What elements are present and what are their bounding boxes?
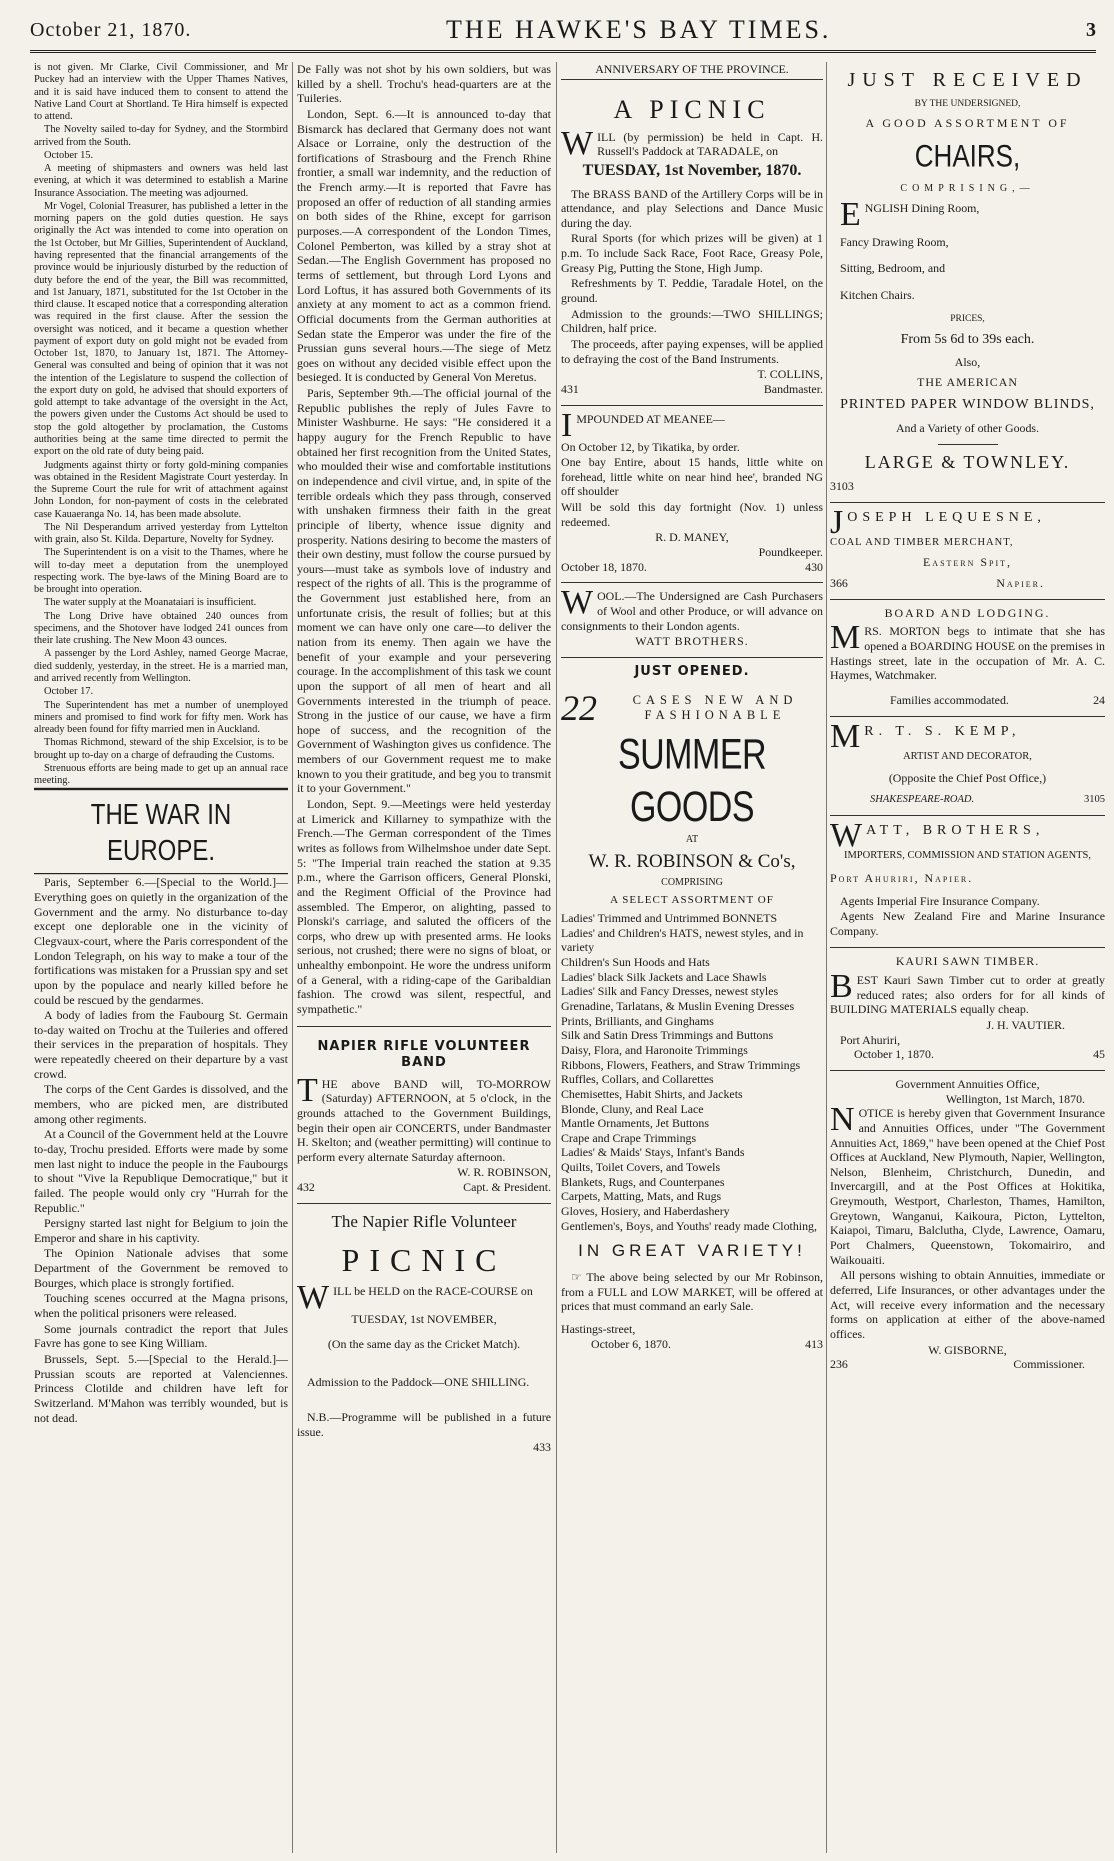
- families-note: Families accommodated.: [890, 692, 1009, 707]
- drop-cap: J: [830, 503, 844, 541]
- firm-name: W. R. ROBINSON & Co's,: [588, 851, 796, 873]
- war-paragraph: London, Sept. 6.—It is announced to-day that Bismarck has declared that Germany does not want Alsace or Lorraine, only the destruction of the fortifications of Strasbourg and the French Rhine frontier, a small war indemnity, and the reduction of the French army.—It is reported that Favre has proposed an offer of reduction of all standing armies on both sides of the Rhine, except for garrison purposes.—A correspondent of the London Times, Colonel Pemberton, was killed by a stray shot at Sedan.—The English Government has proposed no terms of settlement, but through Lord Lyons and Lord Loftus, it has assured both Governments of its anxiety at any moment to act as a common friend. Official documents from the German authorities at Sedan state the Emperor was under the fire of the Prussian guns several hours.—The siege of Metz goes on without any decided visible effect upon the besieged. It is conducted by General Von Meretus.: [297, 106, 551, 385]
- column-divider: [556, 62, 557, 1853]
- rifle-picnic-note: (On the same day as the Cricket Match).: [327, 1336, 521, 1351]
- chair-type: Fancy Drawing Room,: [840, 235, 949, 250]
- annuities-role: Commissioner.: [1013, 1357, 1085, 1372]
- band-advertisement: [297, 1027, 551, 1204]
- ad-number: 430: [805, 559, 823, 574]
- robinson-advertisement: [561, 664, 823, 1352]
- column-divider: [292, 62, 293, 1853]
- drop-cap: W: [297, 1279, 330, 1316]
- drop-cap: M: [830, 717, 861, 755]
- anniversary-heading: ANNIVERSARY OF THE PROVINCE.: [561, 62, 823, 80]
- picnic-date: TUESDAY, 1st November, 1870.: [582, 161, 802, 179]
- watt-agency: Agents Imperial Fire Insurance Company.: [840, 893, 1040, 908]
- dateline: October 17.: [44, 686, 94, 698]
- at-label: AT: [685, 833, 699, 845]
- goods-item: Mantle Ornaments, Jet Buttons: [561, 1116, 709, 1131]
- also-label: Also,: [954, 354, 981, 369]
- picnic-title: A PICNIC: [613, 94, 771, 124]
- comprising-label: COMPRISING,—: [900, 182, 1035, 194]
- taradale-picnic-advertisement: [561, 80, 823, 406]
- robinson-body: The above being selected by our Mr Robinson, from a FULL and LOW MARKET, will be offered at prices that must command an early Sale.: [561, 1270, 823, 1314]
- drop-cap: W: [561, 124, 594, 162]
- assortment-label: A GOOD ASSORTMENT OF: [865, 116, 1070, 131]
- issue-date: October 21, 1870.: [30, 18, 192, 41]
- just-opened-heading: JUST OPENED.: [634, 663, 750, 679]
- kauri-signer: J. H. VAUTIER.: [986, 1018, 1065, 1033]
- news-paragraph: The water supply at the Moanataiari is insufficient.: [44, 597, 257, 609]
- picnic-paragraph: The proceeds, after paying expenses, will be applied to defraying the cost of the Band Instruments.: [561, 336, 823, 366]
- merchant-town: Napier.: [996, 576, 1045, 591]
- picnic-signer: T. COLLINS,: [757, 367, 823, 382]
- picnic-paragraph: Refreshments by T. Peddie, Taradale Hotel, on the ground.: [561, 276, 823, 306]
- news-paragraph: The Superintendent has met a number of unemployed miners and promised to find work for fifty men. Work has already been found for fifty married men in Auckland.: [34, 699, 288, 736]
- robinson-street: Hastings-street,: [561, 1322, 636, 1337]
- rifle-picnic-admission: Admission to the Paddock—ONE SHILLING.: [307, 1375, 530, 1390]
- war-paragraph: De Fally was not shot by his own soldiers, but was killed by a shell. Trochu's head-quarters are at the Tuileries.: [297, 62, 551, 106]
- news-paragraph: The Novelty sailed to-day for Sydney, and the Stormbird arrived from the South.: [34, 124, 288, 148]
- board-heading: BOARD AND LODGING.: [884, 605, 1051, 620]
- watt-trade: IMPORTERS, COMMISSION AND STATION AGENTS,: [843, 850, 1092, 862]
- dateline: October 15.: [44, 149, 94, 161]
- drop-cap: T: [297, 1071, 318, 1109]
- prices-label: PRICES,: [950, 313, 985, 324]
- merchant-name: OSEPH LEQUESNE,: [847, 509, 1046, 525]
- picnic-paragraph: Rural Sports (for which prizes will be given) at 1 p.m. To include Sack Race, Foot Race, Greasy Pole, Greasy Pig, Putting the Stone, High Jump.: [561, 231, 823, 275]
- war-paragraph: Brussels, Sept. 5.—[Special to the Herald.]—Prussian scouts are reported at Valenciennes. Princess Clotilde and children have left for Switzerland. M'Mahon was terribly wounded, but is not dead.: [34, 1351, 288, 1425]
- impounded-role: Poundkeeper.: [758, 545, 823, 560]
- drop-cap: I: [561, 406, 573, 444]
- drop-cap: M: [830, 619, 861, 657]
- ad-number: 433: [533, 1440, 551, 1455]
- goods-item: Crape and Crape Trimmings: [561, 1130, 697, 1145]
- comprising-label: COMPRISING: [661, 877, 723, 889]
- drop-cap: N: [830, 1101, 855, 1139]
- watt-name: ATT, BROTHERS,: [866, 823, 1045, 839]
- cases-count: 22: [561, 687, 597, 728]
- picnic-paragraph: The BRASS BAND of the Artillery Corps will be in attendance, and play Selections and Dance Music during the day.: [561, 186, 823, 230]
- goods-item: Ladies' Trimmed and Untrimmed BONNETS: [561, 911, 778, 926]
- variety-heading: IN GREAT VARIETY!: [578, 1241, 806, 1261]
- wool-signer: WATT BROTHERS.: [635, 634, 749, 649]
- goods-item: Ladies' Silk and Fancy Dresses, newest styles: [561, 984, 779, 999]
- goods-item: Gloves, Hosiery, and Haberdashery: [561, 1204, 730, 1219]
- watt-port: Port Ahuriri, Napier.: [830, 870, 974, 885]
- wool-advertisement: [561, 583, 823, 658]
- war-paragraph: Persigny started last night for Belgium to join the Emperor and share in his captivity.: [34, 1216, 288, 1245]
- firm-name: LARGE & TOWNLEY.: [864, 451, 1071, 472]
- goods-item: Blankets, Rugs, and Counterpanes: [561, 1174, 725, 1189]
- goods-item: Ladies' & Maids' Stays, Infant's Bands: [561, 1145, 745, 1160]
- column-1: [34, 62, 288, 1853]
- kemp-name: R. T. S. KEMP,: [864, 723, 1021, 739]
- masthead: [30, 10, 1096, 50]
- goods-item: Chemisettes, Habit Shirts, and Jackets: [561, 1086, 743, 1101]
- variety-label: And a Variety of other Goods.: [895, 421, 1040, 436]
- column-4: [830, 62, 1105, 1853]
- ad-number: 3105: [1084, 794, 1105, 806]
- annuities-date: Wellington, 1st March, 1870.: [945, 1091, 1085, 1106]
- rifle-picnic-title: PICNIC: [341, 1241, 507, 1278]
- goods-item: Carpets, Matting, Mats, and Rugs: [561, 1189, 722, 1204]
- band-heading: NAPIER RIFLE VOLUNTEER BAND: [317, 1038, 531, 1070]
- drop-cap: E: [840, 196, 861, 234]
- price-range: From 5s 6d to 39s each.: [900, 332, 1035, 348]
- ad-number: 236: [830, 1357, 848, 1372]
- american-label: THE AMERICAN: [917, 375, 1018, 390]
- band-signer: W. R. ROBINSON,: [457, 1165, 551, 1180]
- kauri-body: EST Kauri Sawn Timber cut to order at greatly reduced rates; also orders for for all kinds of BUILDING MATERIALS equally cheap.: [830, 973, 1105, 1017]
- news-paragraph: A meeting of shipmasters and owners was held last evening, at which it was determined to establish a Marine Insurance Association. The meeting was adjourned.: [34, 163, 288, 199]
- goods-item: Children's Sun Hoods and Hats: [561, 955, 710, 970]
- goods-list: [561, 911, 823, 1233]
- lequesne-advertisement: [830, 503, 1105, 600]
- column-3: [561, 62, 823, 1853]
- watt-brothers-advertisement: [830, 816, 1105, 948]
- goods-item: Silk and Satin Dress Trimmings and Buttons: [561, 1028, 774, 1043]
- summer-goods-heading: SUMMER GOODS: [617, 730, 767, 831]
- drop-cap: W: [561, 584, 594, 622]
- picnic-body: ILL (by permission) be held in Capt. H. Russell's Paddock at TARADALE, on: [597, 129, 823, 159]
- news-paragraph: is not given. Mr Clarke, Civil Commissioner, and Mr Puckey had an interview with the Upper Thames Natives, and it is said have induced them to consent to attend the Native Land Court at Shortland. Te Hira himself is expected to attend.: [34, 62, 288, 123]
- page-number: 3: [1085, 18, 1096, 41]
- war-paragraph: At a Council of the Government held at the Louvre to-day, Trochu presided. Efforts were made by some men last night to induce the people in the Faubourgs to shout "Vive la Republique Democratique," but it failed. The people would only cry "Hurrah for the Republic.": [34, 1127, 288, 1215]
- goods-item: Prints, Brilliants, and Ginghams: [561, 1013, 714, 1028]
- kemp-advertisement: [830, 717, 1105, 816]
- goods-item: Ladies' and Children's HATS, newest styles, and in variety: [561, 925, 804, 955]
- impounded-paragraph: Will be sold this day fortnight (Nov. 1) unless redeemed.: [561, 500, 823, 529]
- kemp-address: (Opposite the Chief Post Office,): [888, 771, 1047, 786]
- newspaper-title: THE HAWKE'S BAY TIMES.: [445, 15, 832, 44]
- war-paragraph: A body of ladies from the Faubourg St. Germain to-day waited on Trochu at the Tuileries and offered their services in the preparation of hospitals. They were repeatedly cheered on their departure by a vast crowd.: [34, 1008, 288, 1081]
- drop-cap: W: [830, 817, 863, 855]
- goods-item: Quilts, Toilet Covers, and Towels: [561, 1160, 721, 1175]
- column-divider: [826, 62, 827, 1853]
- impounded-paragraph: One bay Entire, about 15 hands, little white on forehead, little white on near hind hee', branded NG off shoulder: [561, 455, 823, 499]
- war-paragraph: Paris, September 9th.—The official journal of the Republic publishes the reply of Jules Favre to Minister Washburne. He says: "He considered it a happy augury for the French Republic to have obtained her first recognition from the United States, who moulded their wise and comfortable institutions on independence and civil virtue, and, in spite of the terrible ordeals which they pass through, conserved with unshaken firmness their faith in the great principle of liberty, whence issue dignity and prosperity. Nations desiring to become the masters of their own destiny, must follow the course pursued by yours—must take as symbols love of industry and respect of the rights of all. This is the programme of the Government just established here, from an unfortunate crisis, the result of follies; but at this moment we can have only one care—to deliver the nation from its enemy. Then again we have the benefit of your example and your persevering courage. In the accomplishment of this task we count upon the support of all men of heart and all Governments interested in the triumph of peace. Strong in the justice of our cause, we have a firm hope of success, and the recognition of the Government of Washington gives us confidence. The members of our Government request me to make known to you their gratitude, and beg you to transmit it to your Government.": [297, 386, 551, 796]
- news-paragraph: The Long Drive have obtained 240 ounces from specimens, and the Shotover have lodged 241 ounces from their late crushing. The New Moon 43 ounces.: [34, 610, 288, 647]
- board-body: RS. MORTON begs to intimate that she has opened a BOARDING HOUSE on the premises in Hastings street, late in the occupation of Mr. A. C. Haymes, Watchmaker.: [830, 624, 1105, 683]
- war-news: [34, 875, 288, 1425]
- annuities-office: Government Annuities Office,: [895, 1076, 1040, 1091]
- goods-item: Ladies' black Silk Jackets and Lace Shawls: [561, 969, 767, 984]
- war-paragraph: London, Sept. 9.—Meetings were held yesterday at Limerick and Killarney to sympathize with the French.—The German correspondent of the Times writes as follows from Wilhelmshoe under date Sept. 5: "The Imperial train reached the station at 9.35 p.m., where the Garrison officers, General Plonski, and the Regiment Official of the Province had assembled. The Emperor, on alighting, passed to Plonski's carriage, and saluted the officers of the corps, who drew up with presented arms. He looks serious, not crushed; there were no signs of bloat, or unhealthy embonpoint. He wore the undress uniform of a General, with a riding-cape of the Garibaldian fashion. The crowd was silent, respectful, and sympathetic.": [297, 797, 551, 1016]
- chair-type: Kitchen Chairs.: [840, 287, 915, 302]
- picnic-paragraph: Admission to the grounds:—TWO SHILLINGS; Children, half price.: [561, 306, 823, 336]
- robinson-date: October 6, 1870.: [591, 1336, 671, 1351]
- war-news-continued: [297, 62, 551, 1027]
- war-paragraph: Some journals contradict the report that Jules Favre has gone to see King William.: [34, 1321, 288, 1351]
- chair-type: NGLISH Dining Room,: [864, 201, 980, 216]
- ad-number: 432: [297, 1180, 315, 1195]
- rifle-picnic-body: ILL be HELD on the RACE-COURSE on: [333, 1284, 533, 1298]
- pointing-hand-icon: ☞: [571, 1270, 582, 1285]
- news-paragraph: A passenger by the Lord Ashley, named George Macrae, died suddenly, yesterday, in the street. He is a married man, and arrived recently from Wellington.: [34, 648, 288, 685]
- merchant-trade: COAL AND TIMBER MERCHANT,: [830, 536, 1014, 548]
- band-role: Capt. & President.: [463, 1180, 551, 1195]
- rifle-picnic-date: TUESDAY, 1st NOVEMBER,: [351, 1312, 497, 1326]
- annuities-signer: W. GISBORNE,: [928, 1342, 1007, 1357]
- chairs-heading: CHAIRS,: [914, 137, 1021, 174]
- war-heading: THE WAR IN EUROPE.: [34, 788, 288, 874]
- goods-item: Daisy, Flora, and Haronoite Trimmings: [561, 1042, 748, 1057]
- wool-body: OOL.—The Undersigned are Cash Purchasers of Wool and other Produce, or will advance on consignments to their London agents.: [561, 589, 823, 633]
- masthead-rule: [30, 50, 1096, 54]
- ad-number: 3103: [830, 478, 854, 493]
- annuities-body: OTICE is hereby given that Government Insurance and Annuities Offices, under "The Government Annuities Act, 1869," have been opened at the Chief Post Offices at Auckland, New Plymouth, Napier, Wellington, Nelson, Blenheim, Christchurch, Dunedin, and Invercargill, and at the Post Offices at Hokitika, Greymouth, Westport, Charleston, Thames, Hamilton, Greytown, Wanganui, Kaikoura, Picton, Lyttelton, Kaiapoi, Timaru, Balclutha, Clyde, Lawrence, Oamaru, Port Chalmers, Queenstown, Tokomairiro, and Waikouaiti.: [830, 1106, 1105, 1267]
- news-paragraph: Thomas Richmond, steward of the ship Excelsior, is to be brought up to-day on a charge of defrauding the Customs.: [34, 737, 288, 761]
- kauri-date: October 1, 1870.: [854, 1047, 934, 1062]
- blinds-label: PRINTED PAPER WINDOW BLINDS,: [840, 396, 1095, 412]
- rifle-picnic-advertisement: [297, 1204, 551, 1455]
- news-paragraph: Judgments against thirty or forty gold-mining companies was obtained in the Resident Magistrate Court yesterday. In the Supreme Court the rule for writ of attachment against John London, for non-payment of costs in the celebrated case Kauaeranga No. 14, has been made absolute.: [34, 459, 288, 520]
- picnic-role: Bandmaster.: [763, 381, 823, 396]
- war-paragraph: Touching scenes occurred at the Magna prisons, when the political prisoners were released.: [34, 1291, 288, 1321]
- goods-item: Blonde, Cluny, and Real Lace: [561, 1101, 704, 1116]
- war-paragraph: The corps of the Cent Gardes is dissolved, and the members, who are picked men, are distributed among other regiments.: [34, 1082, 288, 1126]
- goods-item: Ribbons, Flowers, Feathers, and Straw Trimmings: [561, 1057, 801, 1072]
- annuities-paragraph: All persons wishing to obtain Annuities, immediate or deferred, Life Insurances, or other advantages under the Act, will receive every information and the necessary forms on application at either of the above-named offices.: [830, 1268, 1105, 1341]
- column-2: [297, 62, 551, 1853]
- impounded-date: October 18, 1870.: [561, 559, 647, 574]
- just-received-heading: JUST RECEIVED: [847, 69, 1088, 91]
- impounded-paragraph: On October 12, by Tikatika, by order.: [561, 439, 740, 454]
- ad-number: 431: [561, 381, 579, 396]
- news-paragraph: Mr Vogel, Colonial Treasurer, has published a letter in the morning papers on the gold duties question. He says originally the Act was intended to come into operation on the 1st October, but Mr Gillies, Superintendent of Auckland, having represented that the financial arrangements of the province would be injuriously disturbed by the reduction of duty before the end of the year, the Bill was recommitted, and 1st January, 1871, substituted for the 1st October in the third clause. It escaped notice that a corresponding alteration was required in the first clause. After the session the oversight was noticed, and it became a question whether payment of export duty on gold might not be evaded from October 1st, 1870, to January 1st, 1871. The Attorney-General was consulted and being of opinion that it was not the intention of the Legislature to suspend the collection of the export duty on gold, he advised that should exporters of gold attempt to take advantage of the oversight in the Act, the powers given under the Customs Act should be used to stop the gold altogether by proclamation, the Customs authorities being at the same time directed to permit the export on the old rate of duty being paid.: [34, 200, 288, 458]
- select-label: A SELECT ASSORTMENT OF: [610, 893, 774, 906]
- war-paragraph: Paris, September 6.—[Special to the World.]—Everything goes on quietly in the organization of the Government and the army. No disturbance to-day except one deplorable one in the vicinity of Clegvaux-court, where the Paris correspondent of the London Telegraph, on his way to make a tour of the fortifications was mistaken for a Prussian spy and set upon by the populace and nearly killed before he could be rescued by the gendarmes.: [34, 875, 288, 1007]
- large-townley-advertisement: [830, 62, 1105, 503]
- kauri-timber-advertisement: [830, 948, 1105, 1070]
- kemp-trade: ARTIST AND DECORATOR,: [903, 750, 1032, 762]
- by-undersigned: BY THE UNDERSIGNED,: [914, 98, 1021, 109]
- news-telegrams: [34, 62, 288, 787]
- band-body: HE above BAND will, TO-MORROW (Saturday) AFTERNOON, at 5 o'clock, in the grounds attached to the Government Buildings, begin their open air CONCERTS, under Bandmaster H. Skelton; and (weather permitting) will continue to perform every alternate Saturday afternoon.: [297, 1076, 551, 1164]
- kemp-road: SHAKESPEARE-ROAD.: [870, 794, 975, 806]
- chair-type: Sitting, Bedroom, and: [840, 261, 946, 276]
- ad-number: 45: [1093, 1047, 1105, 1062]
- goods-item: Gentlemen's, Boys, and Youths' ready made Clothing,: [561, 1218, 817, 1233]
- news-paragraph: Strenuous efforts are being made to get up an annual race meeting.: [34, 762, 288, 787]
- annuities-notice: [830, 1071, 1105, 1372]
- board-lodging-advertisement: [830, 600, 1105, 717]
- impounded-signer: R. D. MANEY,: [655, 530, 729, 545]
- rifle-picnic-nb: N.B.—Programme will be published in a future issue.: [297, 1409, 551, 1439]
- impounded-advertisement: [561, 406, 823, 584]
- goods-item: Grenadine, Tarlatans, & Muslin Evening Dresses: [561, 999, 795, 1014]
- kauri-port: Port Ahuriri,: [840, 1032, 901, 1047]
- watt-agency: Agents New Zealand Fire and Marine Insurance Company.: [830, 909, 1105, 938]
- rifle-picnic-heading: The Napier Rifle Volunteer: [331, 1211, 517, 1231]
- drop-cap: B: [830, 968, 853, 1006]
- impounded-heading: MPOUNDED AT MEANEE—: [576, 411, 725, 426]
- news-paragraph: The Superintendent is on a visit to the Thames, where he will to-day meet a deputation from the unemployed respecting work. The bye-laws of the Mining Board are to be brought into operation.: [34, 547, 288, 596]
- cases-label: CASES NEW AND FASHIONABLE: [632, 692, 798, 722]
- merchant-place: Eastern Spit,: [923, 555, 1012, 570]
- ad-number: 24: [1093, 692, 1105, 707]
- ad-number: 413: [805, 1336, 823, 1351]
- kauri-heading: KAURI SAWN TIMBER.: [895, 954, 1040, 969]
- ad-number: 366: [830, 576, 848, 591]
- goods-item: Ruffles, Collars, and Collarettes: [561, 1072, 714, 1087]
- news-paragraph: The Nil Desperandum arrived yesterday from Lyttelton with grain, also St. Kilda. Departure, Novelty for Sydney.: [34, 521, 288, 546]
- war-paragraph: The Opinion Nationale advises that some Department of the Government be removed to Bourges, which place is strongly fortified.: [34, 1246, 288, 1290]
